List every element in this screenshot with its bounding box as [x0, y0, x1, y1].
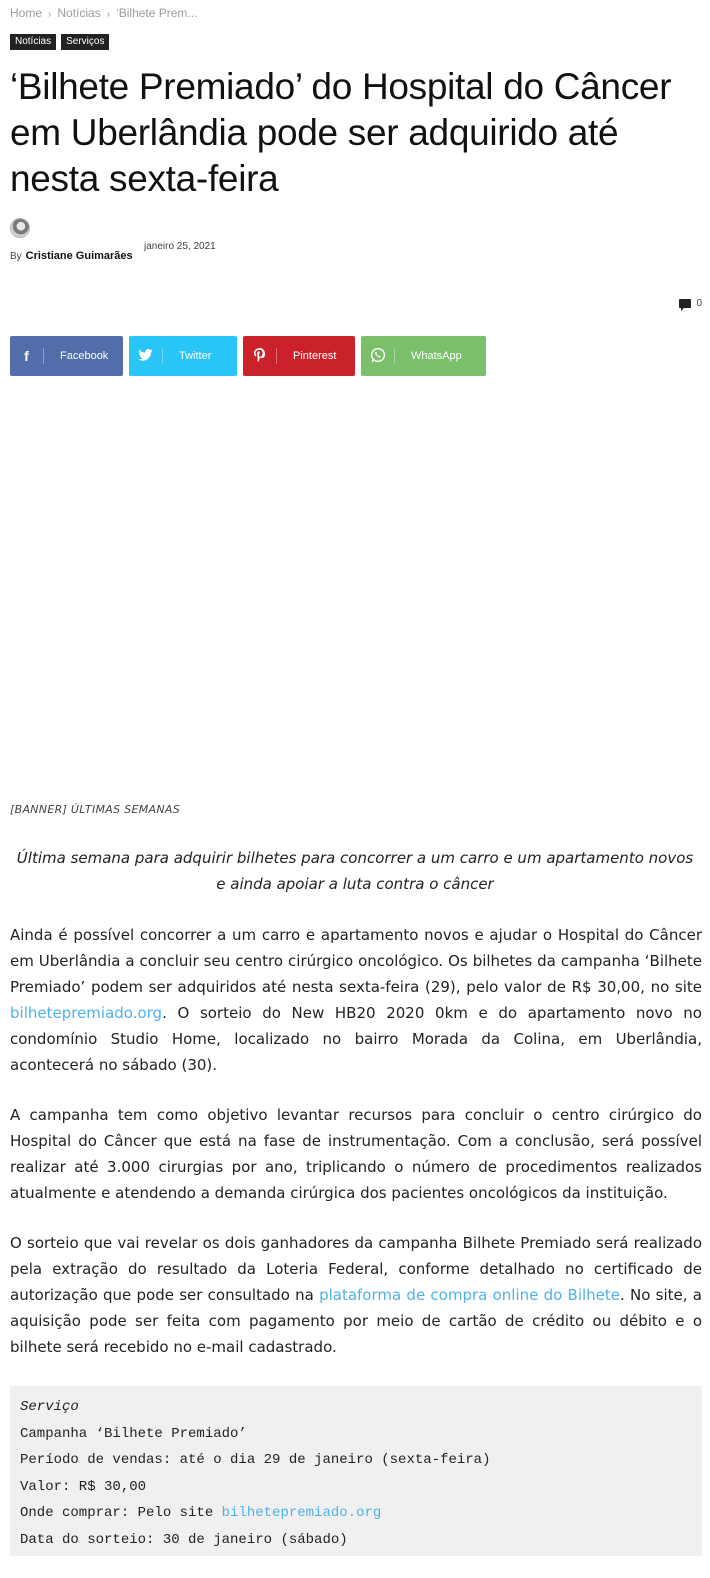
category-tags — [10, 34, 109, 50]
article-title: ‘Bilhete Premiado’ do Hospital do Câncer em Uberlândia pode ser adquirido até nesta sexta-feira — [10, 66, 672, 199]
share-twitter-label: Twitter — [179, 350, 212, 362]
service-site-link[interactable]: bilhetepremiado.org — [221, 1505, 382, 1521]
comment-icon — [679, 299, 691, 308]
share-buttons — [10, 336, 486, 376]
banner-caption: [BANNER] ÚLTIMAS SEMANAS — [10, 803, 180, 816]
bilhetepremiado-link[interactable]: bilhetepremiado.org — [10, 1004, 163, 1022]
service-campaign: Campanha ‘Bilhete Premiado’ — [20, 1425, 247, 1442]
article-paragraph: O sorteio que vai revelar os dois ganhadores da campanha Bilhete Premiado será realizado pela extração do resultado da Loteria Federal, conforme detalhado no certificado de autorização que pode ser consultado na plataforma de compra online do Bilhete. No site, a aquisição pode ser feita com pagamento por meio de cartão de crédito ou débito e o bilhete será recebido no e-mail cadastrado. — [10, 1234, 702, 1356]
breadcrumb-section[interactable]: Notícias — [57, 6, 101, 20]
whatsapp-icon — [361, 347, 394, 366]
service-heading: Serviço — [20, 1399, 79, 1415]
publish-date: janeiro 25, 2021 — [144, 241, 216, 252]
service-where: Onde comprar: Pelo site bilhetepremiado.org — [20, 1505, 382, 1521]
breadcrumb-home[interactable]: Home — [10, 6, 43, 20]
share-facebook-button[interactable] — [10, 336, 123, 376]
share-twitter-button[interactable] — [129, 336, 237, 376]
facebook-icon: f — [24, 348, 29, 364]
breadcrumb-current: ‘Bilhete Prem... — [116, 6, 198, 20]
twitter-icon — [129, 348, 162, 364]
service-value: Valor: R$ 30,00 — [20, 1478, 147, 1495]
avatar[interactable] — [10, 218, 30, 238]
share-facebook-label: Facebook — [60, 350, 109, 362]
comment-count: 0 — [696, 298, 702, 309]
category-tag-servicos[interactable]: Serviços — [61, 34, 109, 50]
by-label: By — [10, 251, 22, 262]
service-draw-date: Data do sorteio: 30 de janeiro (sábado) — [20, 1531, 348, 1548]
share-whatsapp-label: WhatsApp — [411, 350, 462, 362]
share-pinterest-button[interactable] — [243, 336, 355, 376]
byline — [10, 250, 133, 262]
breadcrumb — [10, 6, 197, 20]
category-tag-noticias[interactable]: Notícias — [10, 34, 56, 50]
author-link[interactable]: Cristiane Guimarães — [25, 250, 133, 262]
share-whatsapp-button[interactable] — [361, 336, 486, 376]
article-lead: Última semana para adquirir bilhetes para concorrer a um carro e um apartamento novos e ainda apoiar a luta contra o câncer — [16, 849, 694, 893]
online-purchase-platform-link[interactable]: plataforma de compra online do Bilhete — [319, 1286, 621, 1304]
article-paragraph: Ainda é possível concorrer a um carro e apartamento novos e ajudar o Hospital do Câncer em Uberlândia a concluir seu centro cirúrgico oncológico. Os bilhetes da campanha ‘Bilhete Premiado’ podem ser adquiridos até nesta sexta-feira (29), pelo valor de R$ 30,00, no site bilhetepremiado.org. O sorteio do New HB20 2020 0km e do apartamento novo no condomínio Studio Home, localizado no bairro Morada da Colina, em Uberlândia, acontecerá no sábado (30). — [10, 926, 702, 1074]
article-paragraph: A campanha tem como objetivo levantar recursos para concluir o centro cirúrgico do Hospital do Câncer que está na fase de instrumentação. Com a conclusão, será possível realizar até 3.000 cirurgias por ano, triplicando o número de procedimentos realizados atualmente e atendendo a demanda cirúrgica dos pacientes oncológicos da instituição. — [10, 1106, 702, 1202]
chevron-right-icon: › — [106, 9, 111, 20]
pinterest-icon — [243, 348, 276, 365]
service-info-box — [10, 1386, 702, 1556]
comments-link[interactable] — [679, 298, 702, 309]
share-pinterest-label: Pinterest — [293, 350, 337, 362]
service-period: Período de vendas: até o dia 29 de janeiro (sexta-feira) — [20, 1452, 491, 1468]
chevron-right-icon: › — [48, 9, 52, 20]
